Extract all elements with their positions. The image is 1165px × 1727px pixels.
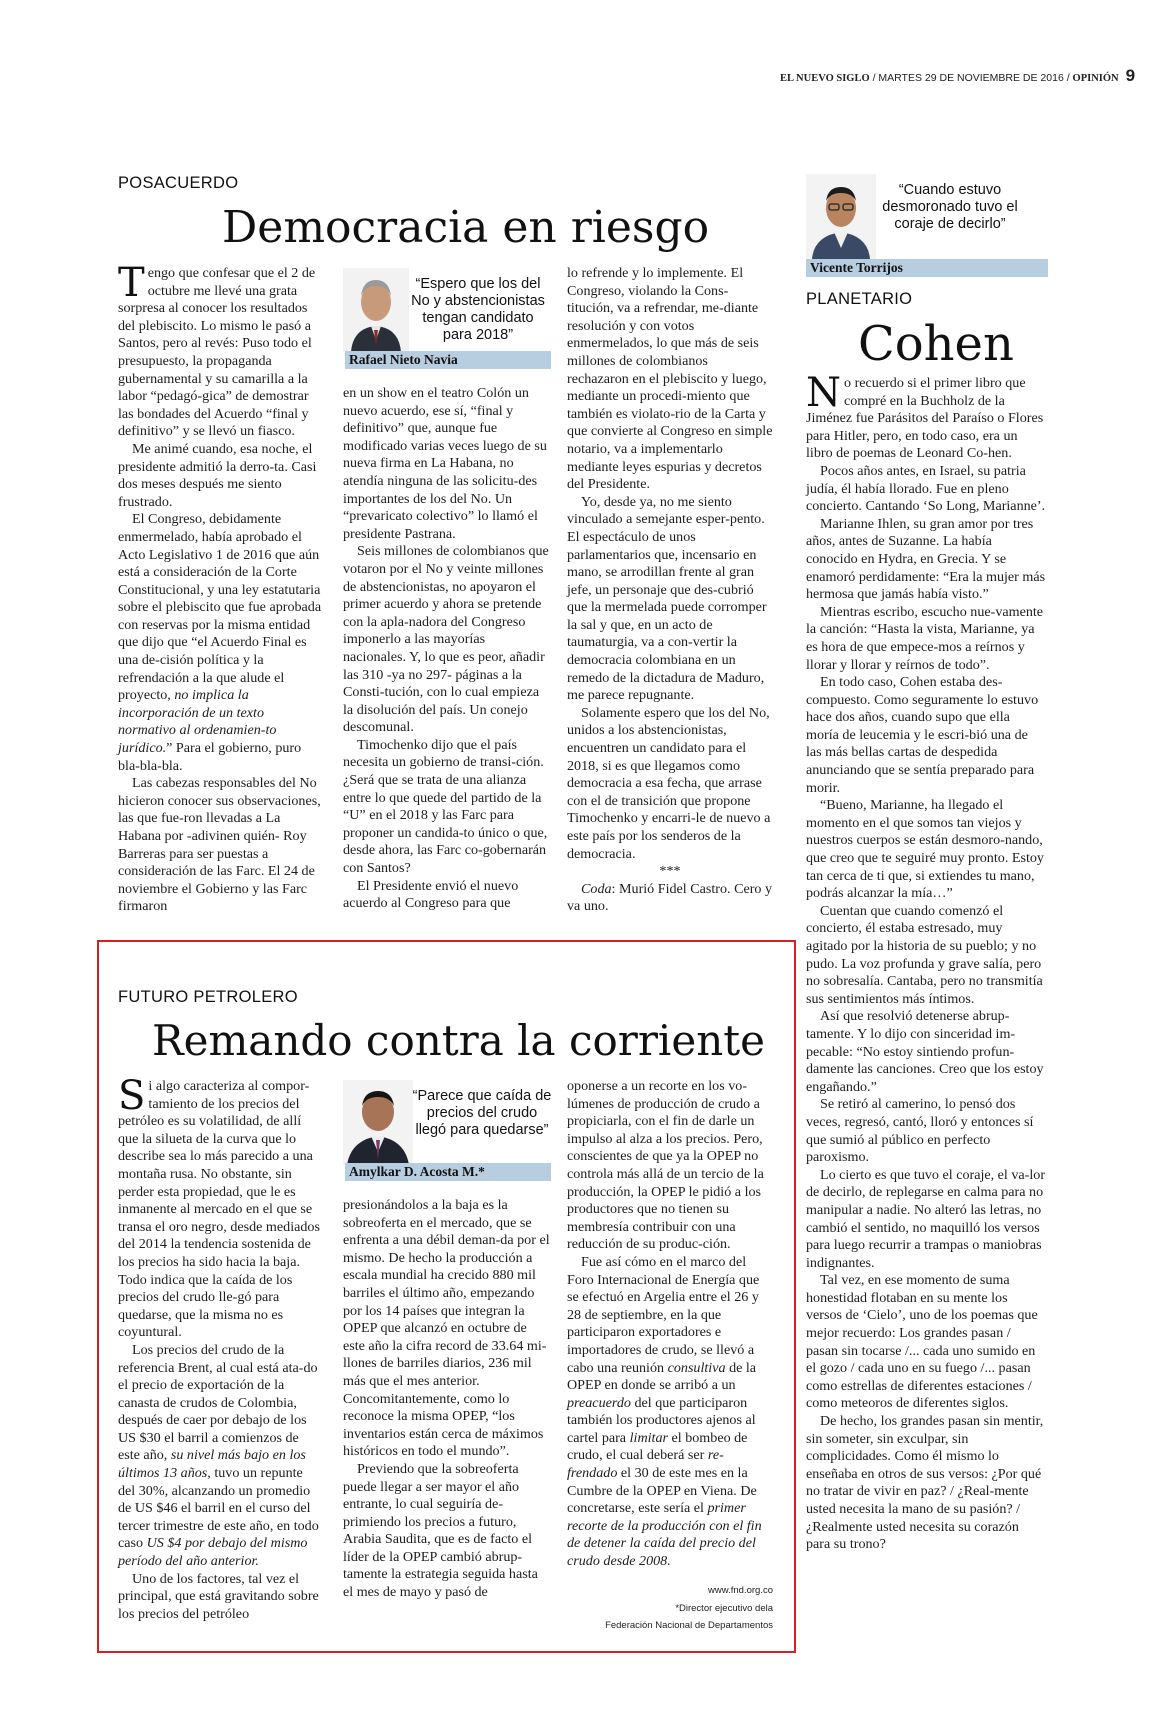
article1-column-2: en un show en el teatro Colón un nuevo acuerdo, ese sí, “final y definitivo” que, aunque fue modificado varias veces luego de su nueva firma en La Habana, no atendía ninguna de las solicitu-des importantes de los del No. Un “prevaricato colectivo” lo llamó el presidente Pastrana. Seis millones de colombianos que votaron por el No y veinte millones de abstencionistas, no apoyaron el primer acuerdo y ahora se pretende con la apla-nadora del Congreso imponerlo a las mayorías nacionales. Y, lo que es peor, añadir las 310 -ya no 297- páginas a la Consti-tución, con lo cual empieza la disolución del país. Un conejo descomunal. Timochenko dijo que el país necesita un gobierno de transi-ción. ¿Será que se trata de una alianza entre lo que quede del partido de la “U” en el 2018 y las Farc para proponer un candida-to único o que, desde ahora, las Farc co-gobernarán con Santos? El Presidente envió el nuevo acuerdo al Congreso para que (343, 385, 549, 912)
article1-column-1: Tengo que confesar que el 2 de octubre me llevé una grata sorpresa al conocer los resultados del plebiscito. Lo mismo le pasó a Santos, pero al revés: Puso todo el presupuesto, la propaganda gubernamental y su camarilla a la labor “pedagó-gica” de demostrar las bondades del Acuerdo “final y definitivo” y se llevó un fiasco. Me animé cuando, esa noche, el presidente admitió la derro-ta. Casi dos meses después me siento frustrado. El Congreso, debidamente enmermelado, había aprobado el Acto Legislativo 1 de 2016 que aún está a consideración de la Corte Constitucional, y una ley estatutaria sobre el plebiscito que fue aprobada con reservas por la misma entidad que dijo que “el Acuerdo Final es una de-cisión política y la refrendación a la que alude el proyecto, no implica la incorporación de un texto normativo al ordenamien-to jurídico.” Para el gobierno, puro bla-bla-bla. Las cabezas responsables del No hicieron conocer sus observaciones, las que fue-ron llevadas a La Habana por -adivinen quién- Roy Barreras para ser puestas a consideración de las Farc. El 24 de noviembre el Gobierno y las Farc firmaron (118, 260, 322, 915)
article2-body: No recuerdo si el primer libro que compré en la Buchholz de la Jiménez fue Parásitos del Paraíso o Flores para Hitler, pero, en todo caso, era un libro de poemas de Leonard Co-hen. Pocos años antes, en Israel, su patria judía, él había llorado. Fue en pleno concierto. Cantando ‘So Long, Marianne’. Marianne Ihlen, su gran amor por tres años, antes de Suzanne. La había conocido en Hydra, en Grecia. Y se enamoró perdidamente: “Era la mujer más hermosa que jamás había visto.” Mientras escribo, escucho nue-vamente la canción: “Hasta la vista, Marianne, ya es hora de que empece-mos a reírnos y llorar y llorar y reírnos de todo”. En todo caso, Cohen estaba des-compuesto. Como seguramente lo estuvo hace dos años, cuando supo que ella moría de leucemia y le escri-bió una de las más bellas cartas de despedida anunciando que se sentía preparado para morir. “Bueno, Marianne, ha llegado el momento en el que somos tan viejos y nuestros cuerpos se están desmoro-nando, que creo que te seguiré muy pronto. Estoy tan cerca de ti que, si extiendes tu mano, podrás alcanzar la mía…” Cuentan que cuando comenzó el concierto, él estaba estresado, muy agitado por la historia de su pueblo; y no pudo. La voz profunda y grave salía, pero no sobresalía. Cantaba, pero no transmitía sus sentimientos más íntimos. Así que resolvió detenerse abrup-tamente. Y lo dijo con sinceridad im-pecable: “No estoy sintiendo profun-damente las canciones. Creo que los estoy engañando.” Se retiró al camerino, lo pensó dos veces, regresó, cantó, lloró y entonces sí que sumió al público en perfecto paroxismo. Lo cierto es que tuvo el coraje, el va-lor de decirlo, de replegarse en calma para no manipular a nadie. No alteró las letras, no cambió el sentido, no maquilló los versos para luego recurrir a trampas o maniobras indignantes. Tal vez, en ese momento de suma honestidad flotaban en su mente los versos de ‘Cielo’, uno de los poemas que mejor recuerdo: Los grandes pasan / pasan sin tocarse /... cada uno sumido en el gozo / cada uno en su fuego /... pasan como estrellas de diferentes estaciones / como meteoros de diferentes siglos. De hecho, los grandes pasan sin mentir, sin someter, sin exculpar, sin complicidades. Como él mismo lo enseñaba en otros de sus versos: ¿Por qué no tratar de vivir en paz? / ¿Real-mente usted necesita la mano de su pasión? / ¿Realmente usted necesita su corazón para su trono? (806, 370, 1046, 1553)
article1-kicker: POSACUERDO (118, 174, 239, 192)
article1-dropcap: T (118, 260, 145, 306)
masthead-date: / MARTES 29 DE NOVIEMBRE DE 2016 / (872, 72, 1070, 84)
article1-title: Democracia en riesgo (222, 202, 710, 253)
article1-quote: “Espero que los del No y abstencionistas tengan candidato para 2018” (411, 276, 545, 343)
article1-column-3: lo refrende y lo implemente. El Congreso, violando la Cons-titución, va a refrendar, me-diante resolución y con votos enmermelados, lo que más de seis millones de colombianos rechazaron en el plebiscito y luego, mediante un procedi-miento que también es violato-rio de la Carta y que convierte al Congreso en simple notario, va a implementarlo mediante leyes espurias y decretos del Presidente. Yo, desde ya, no me siento vinculado a semejante esper-pento. El espectáculo de unos parlamentarios que, incensario en mano, se arrodillan frente al gran jefe, un personaje que des-cubrió que la mermelada puede corromper la sal y que, en un acto de taumaturgia, va a con-vertir la democracia colombiana en un remedo de la dictadura de Maduro, me parece repugnante. Solamente espero que los del No, unidos a los abstencionistas, encuentren un candidato para el 2018, si es que llegamos como democracia a esa fecha, que arrase con el de transición que propone Timochenko y encarri-le de nuevo a este país por los senderos de la democracia. *** Coda: Murió Fidel Castro. Cero y va uno. (567, 265, 773, 915)
article3-column-2: presionándolos a la baja es la sobreoferta en el mercado, que se enfrenta a una débil deman-da por el mismo. De hecho la producción a escala mundial ha crecido 880 mil barriles el último año, empezando por los 14 países que integran la OPEP que alcanzó en octubre de este año la cifra record de 33.64 mi-llones de barriles diarios, 236 mil más que el mes anterior. Concomitantemente, como lo reconoce la misma OPEP, “los inventarios están cerca de máximos históricos en todo el mundo”. Previendo que la sobreoferta puede llegar a ser mayor el año entrante, lo cual seguiría de-primiendo los precios a futuro, Arabia Saudita, que es de facto el líder de la OPEP cambió abrup-tamente la estrategia seguida hasta el mes de mayo y pasó de (343, 1197, 550, 1601)
masthead-section: OPINIÓN (1072, 73, 1119, 84)
article3-title: Remando contra la corriente (152, 1016, 765, 1065)
article3-kicker: FUTURO PETROLERO (118, 988, 298, 1006)
article3-quote: “Parece que caída de precios del crudo llegó para quedarse” (412, 1088, 552, 1138)
masthead (780, 66, 1136, 86)
article2-kicker: PLANETARIO (806, 290, 913, 308)
article3-column-1: Si algo caracteriza al compor-tamiento de los precios del petróleo es su volatilidad, de allí que la silueta de la curva que lo describe sea lo más parecido a una montaña rusa. No obstante, sin perder esta propiedad, que le es inmanente al mercado en el que se transa el oro negro, desde mediados del 2014 la tendencia sostenida de los precios ha sido hacia la baja. Todo indica que la caída de los precios del crudo lle-gó para quedarse, que la misma no es coyuntural. Los precios del crudo de la referencia Brent, al cual está ata-do el precio de exportación de la canasta de crudos de Colombia, después de caer por debajo de los US $30 el barril a comienzos de este año, su nivel más bajo en los últimos 13 años, tuvo un repunte del 30%, alcanzando un promedio de US $46 el barril en el curso del tercer trimestre de este año, en todo caso US $4 por debajo del mismo período del año anterior. Uno de los factores, tal vez el principal, que está gravitando sobre los precios del petróleo (118, 1073, 320, 1622)
article1-author: Rafael Nieto Navia (345, 351, 551, 369)
article2-dropcap: N (806, 370, 841, 416)
author-photo-rafael-nieto (343, 268, 409, 352)
author-footnote-1: *Director ejecutivo dela (675, 1603, 773, 1614)
article3-dropcap: S (118, 1073, 146, 1119)
author-website: www.fnd.org.co (708, 1585, 773, 1596)
article3-column-3: oponerse a un recorte en los vo-lúmenes de producción de crudo a propiciarla, con el fin de darle un impulso al alza a los precios. Pero, conscientes de que ya la OPEP no controla más allá de un tercio de la producción, la OPEP le pidió a los productores que no tienen su membresía contribuir con una reducción de su produc-ción. Fue así cómo en el marco del Foro Internacional de Energía que se efectuó en Argelia entre el 26 y 28 de septiembre, en la que participaron exportadores e importadores de crudo, se llevó a cabo una reunión consultiva de la OPEP en donde se arribó a un preacuerdo del que participaron también los productores ajenos al cartel para limitar el bombeo de crudo, el cual deberá ser re-frendado el 30 de este mes en la Cumbre de la OPEP en Viena. De concretarse, este sería el primer recorte de la producción con el fin de detener la caída del precio del crudo desde 2008. (567, 1078, 764, 1570)
author-photo-vicente-torrijos (806, 174, 876, 259)
article2-title: Cohen (858, 316, 1014, 372)
masthead-paper: EL NUEVO SIGLO (780, 73, 870, 84)
author-photo-amylkar-acosta (343, 1080, 413, 1165)
article2-quote: “Cuando estuvo desmoronado tuvo el coraje de decirlo” (882, 182, 1018, 232)
article2-author: Vicente Torrijos (806, 259, 1048, 277)
page-number: 9 (1125, 66, 1136, 85)
author-footnote-2: Federación Nacional de Departamentos (605, 1620, 773, 1631)
article3-author: Amylkar D. Acosta M.* (345, 1163, 551, 1181)
